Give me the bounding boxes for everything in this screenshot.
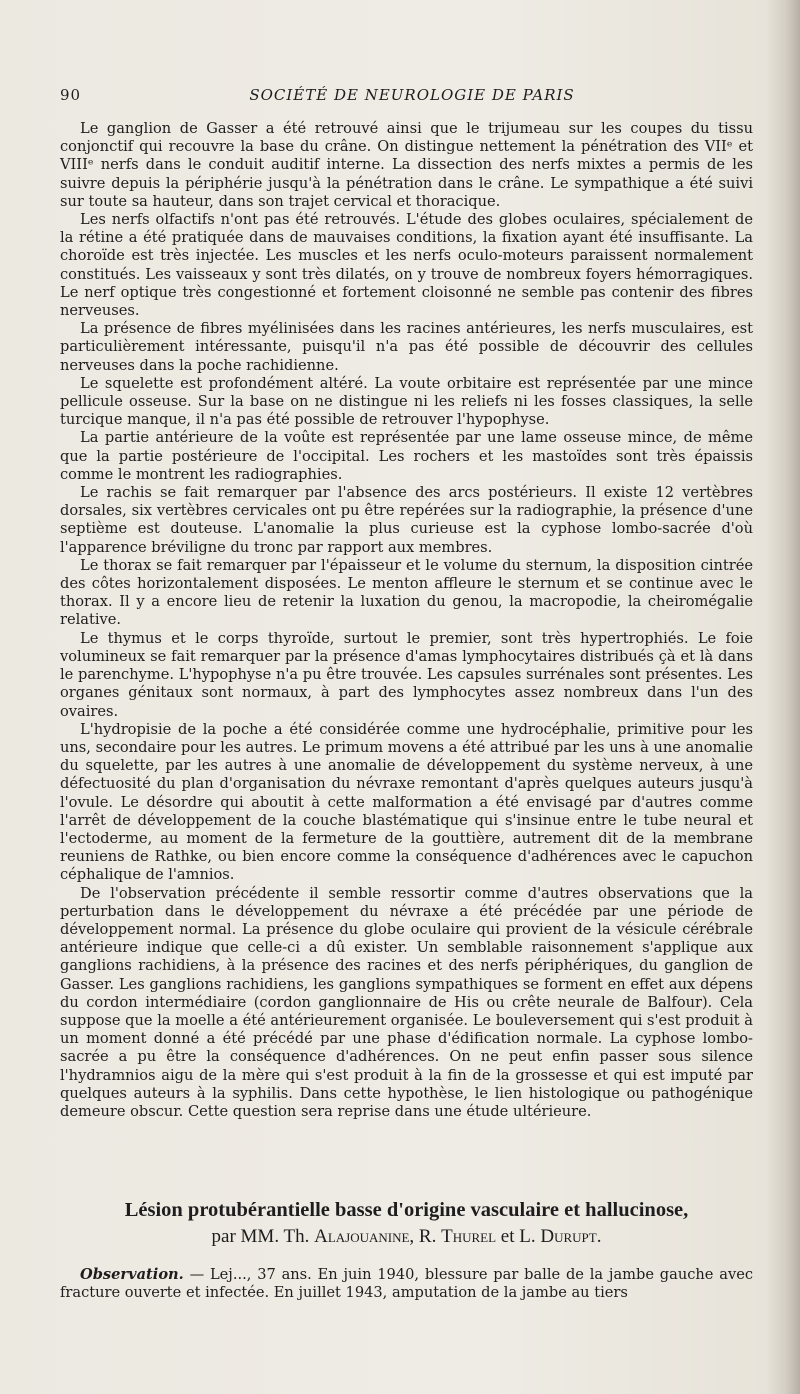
paragraph: Le ganglion de Gasser a été retrouvé ainsi que le trijumeau sur les coupes du tissu conjonctif qui recouvre la base du crâne. On distingue nettement la pénétration des VIIᵉ et VIIIᵉ nerfs dans le conduit auditif interne. La dissection des nerfs mixtes a permis de les suivre depuis la périphérie jusqu'à la pénétration dans le crâne. Le sympathique a été suivi sur toute sa hauteur, dans son trajet cervical et thoracique. [60,120,753,210]
author-name: Durupt [540,1226,597,1247]
article-authors [60,1225,753,1249]
authors-suffix: . [596,1226,602,1247]
observation-paragraph [60,1266,753,1302]
paragraph: Le thymus et le corps thyroïde, surtout le premier, sont très hypertrophiés. Le foie volumineux se fait remarquer par la présence d'amas lymphocytaires distribués çà et là dans le parenchyme. L'hypophyse n'a pu être trouvée. Les capsules surrénales sont présentes. Les organes génitaux sont normaux, à part des lymphocytes assez nombreux dans l'un des ovaires. [60,629,753,720]
page-edge-shadow [766,0,800,1394]
observation-body: — Lej..., 37 ans. En juin 1940, blessure par balle de la jambe gauche avec fracture ouverte et infectée. En juillet 1943, amputation de la jambe au tiers [60,1266,753,1302]
running-title: SOCIÉTÉ DE NEUROLOGIE DE PARIS [249,86,575,104]
paragraph: De l'observation précédente il semble ressortir comme d'autres observations que la perturbation dans le développement du névraxe a été précédée par une période de développement normal. La présence du globe oculaire qui provient de la vésicule cérébrale antérieure indique que celle-ci a dû exister. Un semblable raisonnement s'applique aux ganglions rachidiens, à la présence des racines et des nerfs périphériques, du ganglion de Gasser. Les ganglions rachidiens, les ganglions sympathiques se forment en effet aux dépens du cordon intermédiaire (cordon ganglionnaire de His ou crête neurale de Balfour). Cela suppose que la moelle a été antérieurement organisée. Le bouleversement qui s'est produit à un moment donné a été précédé par une phase d'édification normale. La cyphose lombo-sacrée a pu être la conséquence d'adhérences. On ne peut enfin passer sous silence l'hydramnios aigu de la mère qui s'est produit à la fin de la grossesse et qui est imputé par quelques auteurs à la syphilis. Dans cette hypothèse, le lien histologique ou pathogénique demeure obscur. Cette question sera reprise dans une étude ultérieure. [60,884,753,1120]
authors-prefix: par MM. Th. [211,1226,310,1247]
paragraph: Le squelette est profondément altéré. La voute orbitaire est représentée par une mince pellicule osseuse. Sur la base on ne distingue ni les reliefs ni les fosses classiques, la selle turcique manque, il n'a pas été possible de retrouver l'hypophyse. [60,374,753,429]
paragraph: Les nerfs olfactifs n'ont pas été retrouvés. L'étude des globes oculaires, spécialement de la rétine a été pratiquée dans de mauvaises conditions, la fixation ayant été insuffisante. La choroïde est très injectée. Les muscles et les nerfs oculo-moteurs paraissent normalement constitués. Les vaisseaux y sont très dilatés, on y trouve de nombreux foyers hémorragiques. Le nerf optique très congestionné et fortement cloisonné ne semble pas contenir des fibres nerveuses. [60,211,753,320]
article-title: Lésion protubérantielle basse d'origine vasculaire et hallucinose, [124,1199,689,1221]
observation-text [60,1266,753,1302]
observation-label: Observation. [80,1266,184,1283]
paragraph: Le thorax se fait remarquer par l'épaisseur et le volume du sternum, la disposition cintrée des côtes horizontalement disposées. Le menton affleure le sternum et se continue avec le thorax. Il y a encore lieu de retenir la luxation du genou, la macropodie, la cheiromégalie relative. [60,556,753,629]
author-name: Thurel [441,1226,497,1247]
running-header [60,86,764,108]
body-text [60,120,753,1121]
paragraph: La présence de fibres myélinisées dans les racines antérieures, les nerfs musculaires, est particulièrement intéressante, puisqu'il n'a pas été possible de découvrir des cellules nerveuses dans la poche rachidienne. [60,320,753,374]
paragraph: Le rachis se fait remarquer par l'absence des arcs postérieurs. Il existe 12 vertèbres dorsales, six vertèbres cervicales ont pu être repérées sur la radiographie, la présence d'une septième est douteuse. L'anomalie la plus curieuse est la cyphose lombo-sacrée d'où l'apparence bréviligne du tronc par rapport aux membres. [60,484,753,556]
authors-separator: et L. [496,1226,536,1247]
paragraph: La partie antérieure de la voûte est représentée par une lame osseuse mince, de même que la partie postérieure de l'occipital. Les rochers et les mastoïdes sont très épaissis comme le montrent les radiographies. [60,429,753,483]
authors-separator: , R. [409,1226,437,1247]
paragraph: L'hydropisie de la poche a été considérée comme une hydrocéphalie, primitive pour les uns, secondaire pour les autres. Le primum movens a été attribué par les uns à une anomalie du squelette, par les autres à une anomalie de développement du système nerveux, à une défectuosité du plan d'organisation du névraxe remontant d'après quelques auteurs jusqu'à l'ovule. Le désordre qui aboutit à cette malformation a été envisagé par d'autres comme l'arrêt de développement de la couche blastématique qui s'insinue entre le tube neural et l'ectoderme, au moment de la fermeture de la gouttière, autrement dit de la membrane reuniens de Rathke, ou bien encore comme la conséquence d'adhérences avec le capuchon céphalique de l'amnios. [60,720,753,884]
page-number: 90 [60,86,82,104]
author-name: Alajouanine [314,1226,410,1247]
